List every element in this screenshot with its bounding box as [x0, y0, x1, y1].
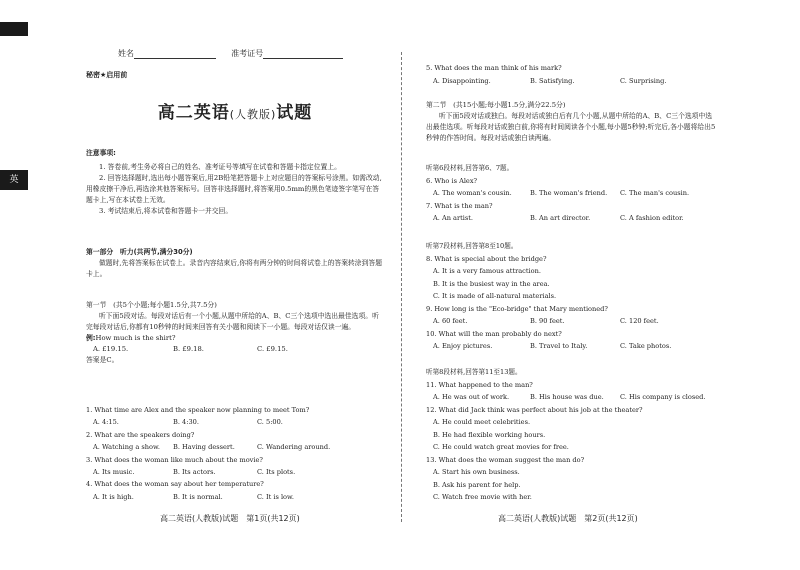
option: B. An art director. — [530, 214, 591, 223]
material-8 — [426, 366, 716, 504]
option: C. Take photos. — [620, 342, 672, 351]
subject-side-tab: 英 — [0, 170, 28, 190]
option: A. The woman's cousin. — [433, 189, 512, 198]
option: B. Travel to Italy. — [530, 342, 588, 351]
question-options — [426, 75, 716, 88]
option: C. Wandering around. — [257, 443, 331, 452]
example-options — [86, 344, 384, 355]
question-options — [426, 340, 716, 353]
question-stem: 11. What happened to the man? — [426, 380, 533, 389]
question-stem: 6. Who is Alex? — [426, 176, 478, 185]
option: B. 90 feet. — [530, 317, 565, 326]
question-stem: 3. What does the woman like much about the movie? — [86, 455, 263, 464]
option: A. He could meet celebrities. — [433, 418, 531, 427]
option: B. The woman's friend. — [530, 189, 608, 198]
question-5 — [426, 62, 716, 87]
page-footer-right: 高二英语(人教版)试题 第2页(共12页) — [498, 514, 638, 523]
option: C. 120 feet. — [620, 317, 659, 326]
exam-number-blank — [263, 58, 343, 59]
part1-description: 做题时,先将答案标在试卷上。录音内容结束后,你将有两分钟的时间将试卷上的答案转涂到答题卡上。 — [86, 259, 382, 278]
option: B. Ask his parent for help. — [433, 480, 521, 489]
option: A. It is high. — [93, 492, 134, 501]
example-question-text: How much is the shirt? — [95, 334, 176, 342]
section1-heading: 第一节 (共5个小题;每小题1.5分,共7.5分) — [86, 301, 217, 309]
notes-heading: 注意事项: — [86, 149, 116, 157]
page-footer-left: 高二英语(人教版)试题 第1页(共12页) — [160, 514, 300, 523]
section2-description: 听下面5段对话或独白。每段对话或独白后有几个小题,从题中所给的A、B、C三个选项中选出最佳选项。听每段对话或独白前,你将有时间阅读各个小题,每小题5秒钟;听完后,各小题将给出5秒钟的作答时间。每段对话或独白读两遍。 — [426, 112, 716, 142]
question-options — [426, 212, 716, 225]
option: C. He could watch great movies for free. — [433, 443, 569, 452]
option: A. Start his own business. — [433, 468, 520, 477]
name-blank — [134, 58, 216, 59]
option: B. Satisfying. — [530, 76, 575, 85]
page-edge-marker — [0, 22, 28, 36]
option: C. It is made of all-natural materials. — [433, 292, 557, 301]
material-intro: 听第8段材料,回答第11至13题。 — [426, 368, 522, 376]
option: C. £9.15. — [257, 345, 288, 353]
option: A. £19.15. — [93, 345, 129, 353]
option: A. 4:15. — [93, 418, 119, 427]
question-options — [426, 315, 716, 328]
example-answer: 答案是C。 — [86, 356, 119, 364]
section1 — [86, 300, 384, 366]
title-edition: (人教版) — [229, 108, 277, 121]
question-stem: 2. What are the speakers doing? — [86, 430, 195, 439]
question-options — [426, 391, 716, 404]
option: B. He had flexible working hours. — [433, 430, 546, 439]
option: A. It is a very famous attraction. — [433, 267, 541, 276]
part1-section — [86, 247, 384, 280]
option: B. His house was due. — [530, 393, 604, 402]
material-intro: 听第6段材料,回答第6、7题。 — [426, 164, 514, 172]
section1-questions — [86, 404, 384, 503]
section2-heading: 第二节 (共15小题;每小题1.5分,满分22.5分) — [426, 101, 566, 109]
option: A. Its music. — [93, 467, 135, 476]
option: A. 60 feet. — [433, 317, 468, 326]
option: C. It is low. — [257, 492, 294, 501]
material-7 — [426, 240, 716, 353]
question-stem: 8. What is special about the bridge? — [426, 254, 547, 263]
option: C. Surprising. — [620, 76, 667, 85]
exam-number-label: 准考证号 — [231, 49, 264, 58]
title-suffix: 试题 — [276, 103, 313, 123]
confidential-label: 秘密★启用前 — [86, 71, 128, 79]
question-options — [86, 491, 384, 503]
option: B. 4:30. — [173, 418, 199, 427]
column-divider — [401, 52, 402, 522]
title-main: 高二英语 — [157, 103, 230, 123]
section2 — [426, 100, 716, 144]
question-stem: 13. What does the woman suggest the man do? — [426, 455, 585, 464]
question-stem: 1. What time are Alex and the speaker now planning to meet Tom? — [86, 406, 310, 414]
material-6 — [426, 162, 716, 225]
question-stem: 7. What is the man? — [426, 201, 493, 210]
option: B. Having dessert. — [173, 443, 235, 452]
option: A. An artist. — [433, 214, 474, 223]
option: A. Enjoy pictures. — [433, 342, 493, 351]
question-stem: 4. What does the woman say about her temperature? — [86, 480, 264, 489]
option: C. His company is closed. — [620, 393, 706, 402]
part1-heading: 第一部分 听力(共两节,满分30分) — [86, 248, 193, 256]
option: A. Disappointing. — [433, 76, 491, 85]
material-intro: 听第7段材料,回答第8至10题。 — [426, 242, 518, 250]
option: C. The man's cousin. — [620, 189, 690, 198]
question-stem: 5. What does the man think of his mark? — [426, 64, 562, 72]
option: C. Watch free movie with her. — [433, 493, 532, 502]
option: A. Watching a show. — [93, 443, 160, 452]
notes-section — [86, 148, 384, 217]
example-question — [86, 333, 384, 344]
example-label: 例: — [86, 334, 96, 342]
question-options — [426, 187, 716, 200]
option: C. A fashion editor. — [620, 214, 684, 223]
question-options — [86, 466, 384, 478]
option: A. He was out of work. — [433, 393, 510, 402]
option: B. It is normal. — [173, 492, 223, 501]
option: B. Its actors. — [173, 467, 216, 476]
question-stem: 10. What will the man probably do next? — [426, 329, 562, 338]
note-item: 3. 考试结束后,将本试卷和答题卡一并交回。 — [99, 207, 233, 215]
question-options — [86, 416, 384, 428]
option: C. Its plots. — [257, 467, 296, 476]
question-stem: 12. What did Jack think was perfect about his job at the theater? — [426, 405, 643, 414]
exam-title — [86, 98, 384, 123]
name-label: 姓名 — [118, 49, 134, 58]
candidate-info-line — [118, 48, 343, 59]
option: B. It is the busiest way in the area. — [433, 279, 550, 288]
question-options — [86, 441, 384, 453]
option: C. 5:00. — [257, 418, 283, 427]
note-item: 2. 回答选择题时,选出每小题答案后,用2B铅笔把答题卡上对应题目的答案标号涂黑。如需改动,用橡皮擦干净后,再选涂其他答案标号。回答非选择题时,将答案用0.5mm的黑色笔迹签字笔写在答题卡上,写在本试卷上无效。 — [86, 174, 382, 204]
section1-description: 听下面5段对话。每段对话后有一个小题,从题中所给的A、B、C三个选项中选出最佳选项。听完每段对话后,你都有10秒钟的时间来回答有关小题和阅读下一小题。每段对话仅读一遍。 — [86, 312, 379, 331]
option: B. £9.18. — [173, 345, 204, 353]
question-stem: 9. How long is the "Eco-bridge" that Mary mentioned? — [426, 304, 608, 313]
note-item: 1. 答卷前,考生务必将自己的姓名、准考证号等填写在试卷和答题卡指定位置上。 — [99, 163, 341, 171]
